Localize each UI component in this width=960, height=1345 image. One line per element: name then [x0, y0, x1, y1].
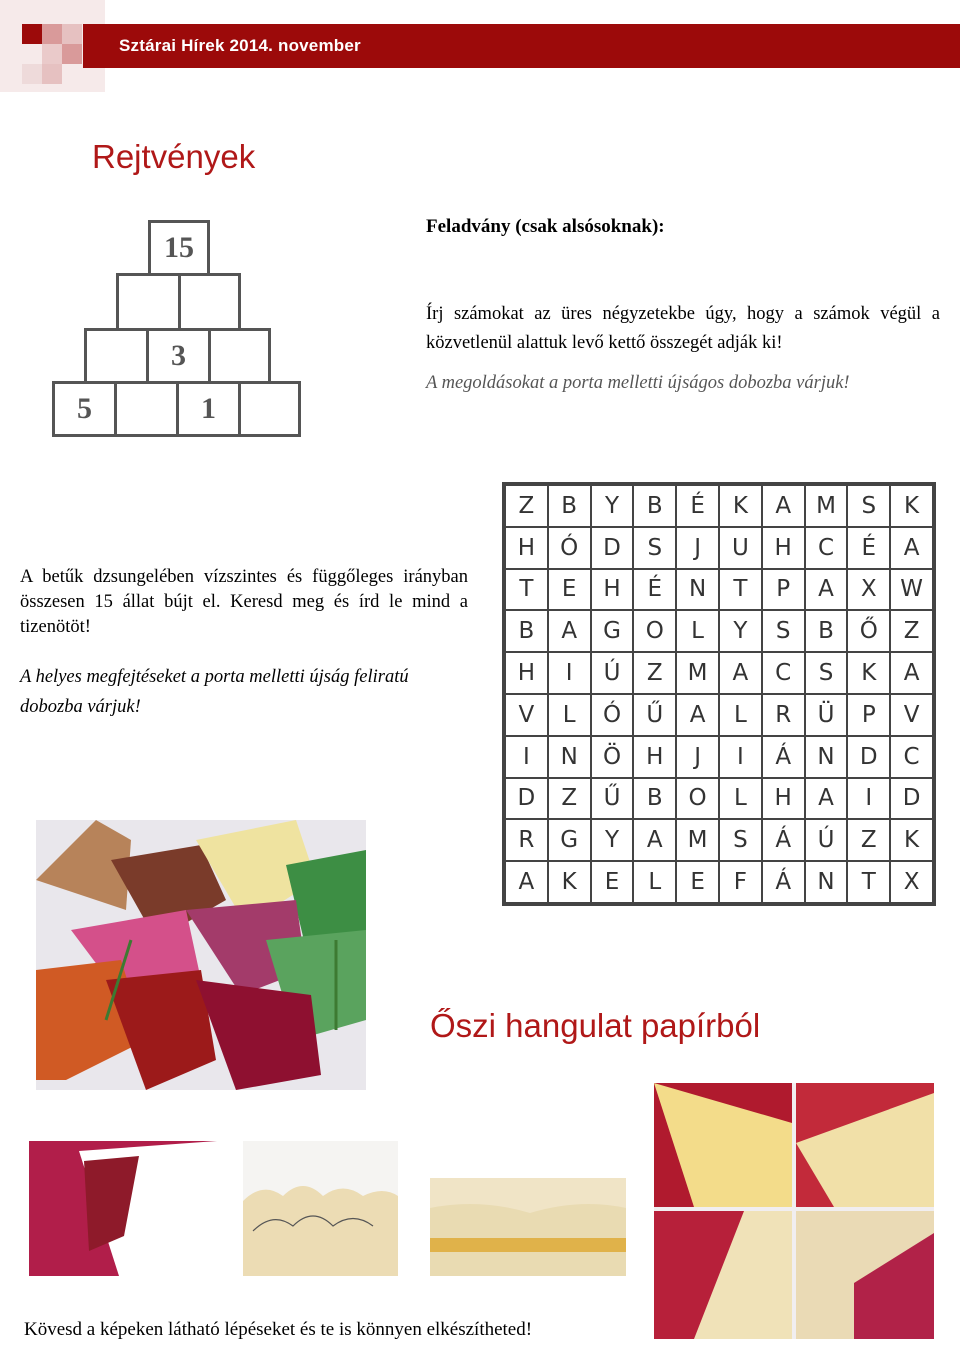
wordsearch-cell: A	[890, 652, 933, 694]
wordsearch-cell: K	[548, 861, 591, 903]
wordsearch-text: A betűk dzsungelében vízszintes és függőleges irányban összesen 15 állat bújt el. Keresd meg és írd le mind a tizenötöt!	[20, 567, 468, 637]
wordsearch-cell: H	[505, 527, 548, 569]
wordsearch-cell: A	[890, 527, 933, 569]
section-title-craft: Őszi hangulat papírból	[430, 1007, 761, 1044]
wordsearch-cell: A	[719, 652, 762, 694]
wordsearch-cell: H	[591, 569, 634, 611]
wordsearch-cell: A	[633, 819, 676, 861]
craft-caption: Kövesd a képeken látható lépéseket és te is könnyen elkészítheted!	[24, 1319, 533, 1340]
wordsearch-cell: H	[762, 527, 805, 569]
wordsearch-cell: D	[505, 778, 548, 820]
wordsearch-cell: B	[505, 610, 548, 652]
wordsearch-cell: E	[548, 569, 591, 611]
wordsearch-cell: V	[890, 694, 933, 736]
wordsearch-cell: K	[890, 819, 933, 861]
wordsearch-cell: I	[505, 736, 548, 778]
wordsearch-cell: U	[719, 527, 762, 569]
wordsearch-cell: Ü	[805, 694, 848, 736]
wordsearch-cell: G	[591, 610, 634, 652]
wordsearch-cell: T	[847, 861, 890, 903]
wordsearch-cell: Ú	[805, 819, 848, 861]
wordsearch-cell: J	[676, 527, 719, 569]
wordsearch-cell: L	[676, 610, 719, 652]
wordsearch-grid	[502, 482, 936, 906]
wordsearch-cell: S	[762, 610, 805, 652]
wordsearch-cell: X	[890, 861, 933, 903]
wordsearch-cell: B	[805, 610, 848, 652]
wordsearch-cell: A	[805, 569, 848, 611]
wordsearch-cell: Ú	[591, 652, 634, 694]
wordsearch-cell: Ű	[633, 694, 676, 736]
leaves-photo	[36, 820, 366, 1090]
wordsearch-cell: N	[805, 736, 848, 778]
wordsearch-cell: L	[719, 778, 762, 820]
wordsearch-cell: H	[633, 736, 676, 778]
pyramid-cell	[84, 328, 149, 384]
wordsearch-cell: R	[505, 819, 548, 861]
wordsearch-cell: D	[890, 778, 933, 820]
pyramid-cell: 5	[52, 381, 117, 437]
wordsearch-cell: Y	[719, 610, 762, 652]
wordsearch-cell: W	[890, 569, 933, 611]
wordsearch-cell: E	[676, 861, 719, 903]
craft-step-1-photo	[29, 1141, 217, 1276]
wordsearch-cell: X	[847, 569, 890, 611]
wordsearch-cell: A	[762, 485, 805, 527]
wordsearch-cell: M	[805, 485, 848, 527]
wordsearch-cell: T	[719, 569, 762, 611]
pyramid-cell	[116, 273, 181, 331]
pyramid-task-heading: Feladvány (csak alsósoknak):	[426, 216, 665, 237]
wordsearch-cell: I	[847, 778, 890, 820]
wordsearch-cell: F	[719, 861, 762, 903]
wordsearch-cell: Z	[890, 610, 933, 652]
wordsearch-cell: É	[633, 569, 676, 611]
pyramid-task-text: Írj számokat az üres négyzetekbe úgy, hogy a számok végül a közvetlenül alattuk levő kettő összegét adják ki!	[426, 304, 940, 353]
wordsearch-cell: S	[633, 527, 676, 569]
wordsearch-cell: P	[762, 569, 805, 611]
wordsearch-cell: Z	[505, 485, 548, 527]
wordsearch-cell: J	[676, 736, 719, 778]
wordsearch-cell: L	[548, 694, 591, 736]
wordsearch-cell: O	[633, 610, 676, 652]
wordsearch-cell: Ő	[847, 610, 890, 652]
wordsearch-cell: L	[633, 861, 676, 903]
wordsearch-cell: Z	[633, 652, 676, 694]
craft-step-2-photo	[243, 1141, 398, 1276]
section-title-puzzles: Rejtvények	[92, 138, 256, 175]
wordsearch-cell: A	[505, 861, 548, 903]
wordsearch-cell: C	[890, 736, 933, 778]
wordsearch-cell: Ó	[548, 527, 591, 569]
wordsearch-cell: K	[890, 485, 933, 527]
wordsearch-cell: Ö	[591, 736, 634, 778]
pyramid-cell: 3	[146, 328, 211, 384]
wordsearch-cell: A	[805, 778, 848, 820]
pyramid-cell	[114, 381, 179, 437]
pyramid-cell	[178, 273, 241, 331]
wordsearch-cell: Á	[762, 736, 805, 778]
craft-step-3-photo	[430, 1178, 626, 1276]
wordsearch-cell: M	[676, 819, 719, 861]
wordsearch-cell: I	[719, 736, 762, 778]
wordsearch-cell: D	[847, 736, 890, 778]
wordsearch-cell: É	[847, 527, 890, 569]
wordsearch-cell: I	[548, 652, 591, 694]
wordsearch-note: A helyes megfejtéseket a porta melletti újság feliratú dobozba várjuk!	[20, 667, 409, 717]
wordsearch-cell: B	[548, 485, 591, 527]
wordsearch-cell: N	[548, 736, 591, 778]
wordsearch-cell: Z	[548, 778, 591, 820]
wordsearch-cell: E	[591, 861, 634, 903]
wordsearch-cell: S	[805, 652, 848, 694]
wordsearch-cell: B	[633, 778, 676, 820]
wordsearch-cell: O	[676, 778, 719, 820]
header-title: Sztárai Hírek 2014. november	[119, 36, 361, 55]
pyramid-cell	[208, 328, 271, 384]
wordsearch-cell: L	[719, 694, 762, 736]
wordsearch-cell: M	[676, 652, 719, 694]
wordsearch-cell: É	[676, 485, 719, 527]
craft-steps-photo-grid	[654, 1083, 934, 1339]
pyramid-cell: 15	[148, 220, 210, 276]
wordsearch-cell: H	[505, 652, 548, 694]
wordsearch-cell: Á	[762, 819, 805, 861]
wordsearch-cell: K	[719, 485, 762, 527]
wordsearch-cell: Ó	[591, 694, 634, 736]
wordsearch-cell: Z	[847, 819, 890, 861]
pyramid-cell: 1	[176, 381, 241, 437]
wordsearch-cell: C	[762, 652, 805, 694]
wordsearch-cell: G	[548, 819, 591, 861]
wordsearch-cell: Y	[591, 485, 634, 527]
wordsearch-cell: N	[676, 569, 719, 611]
wordsearch-cell: A	[676, 694, 719, 736]
wordsearch-cell: S	[847, 485, 890, 527]
wordsearch-cell: D	[591, 527, 634, 569]
pyramid-cell	[238, 381, 301, 437]
pyramid-task-note: A megoldásokat a porta melletti újságos dobozba várjuk!	[426, 373, 850, 393]
wordsearch-cell: Y	[591, 819, 634, 861]
wordsearch-cell: Ű	[591, 778, 634, 820]
wordsearch-cell: Á	[762, 861, 805, 903]
wordsearch-cell: P	[847, 694, 890, 736]
wordsearch-cell: V	[505, 694, 548, 736]
wordsearch-cell: T	[505, 569, 548, 611]
wordsearch-cell: R	[762, 694, 805, 736]
wordsearch-cell: K	[847, 652, 890, 694]
wordsearch-cell: B	[633, 485, 676, 527]
wordsearch-cell: C	[805, 527, 848, 569]
wordsearch-cell: H	[762, 778, 805, 820]
wordsearch-cell: A	[548, 610, 591, 652]
wordsearch-cell: N	[805, 861, 848, 903]
wordsearch-cell: S	[719, 819, 762, 861]
